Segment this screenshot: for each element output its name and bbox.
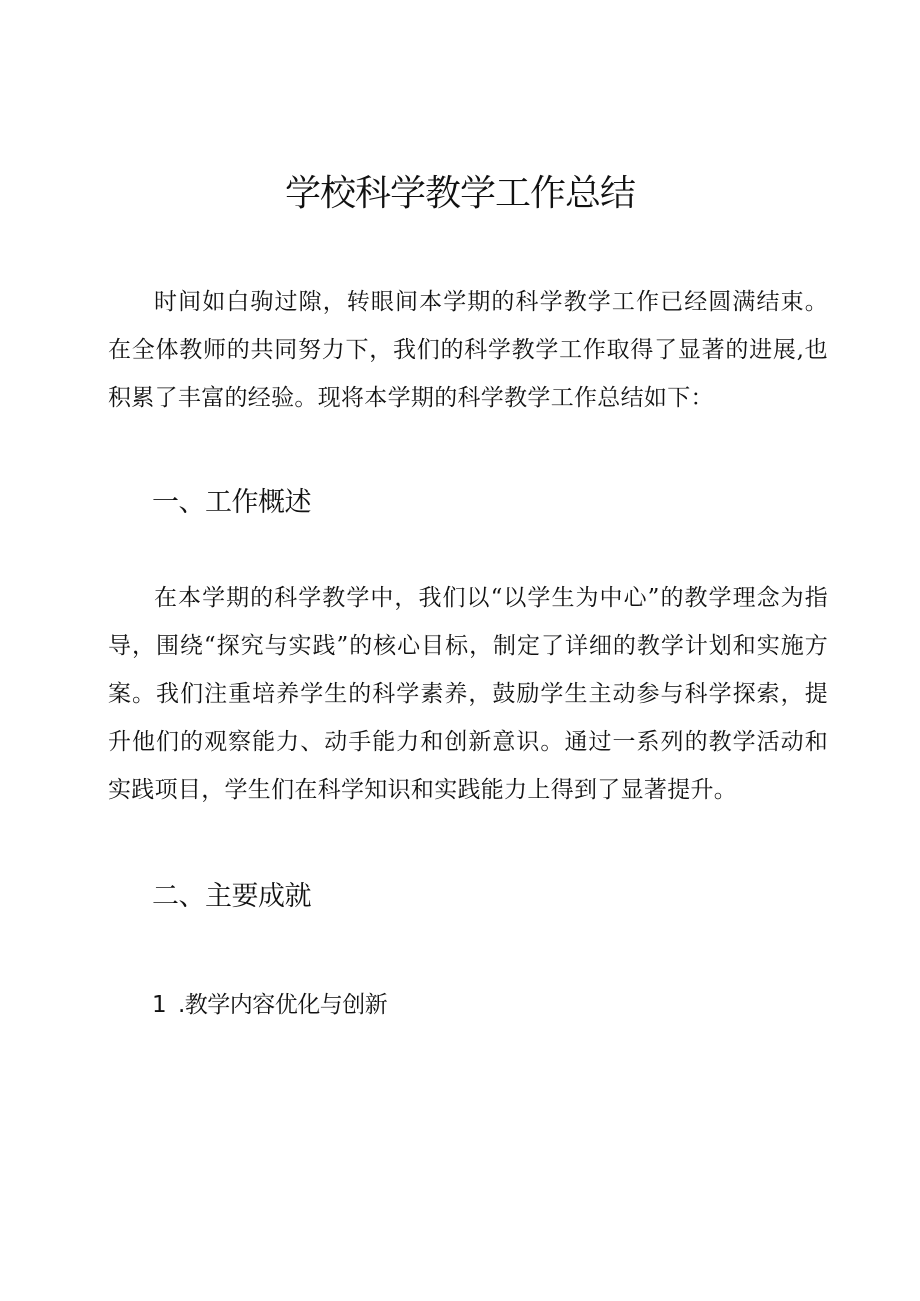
overview-paragraph: 在本学期的科学教学中，我们以“以学生为中心”的教学理念为指导，围绕“探究与实践”的核心目标，制定了详细的教学计划和实施方案。我们注重培养学生的科学素养，鼓励学生主动参与科学探索，提升他们的观察能力、动手能力和创新意识。通过一系列的教学活动和实践项目，学生们在科学知识和实践能力上得到了显著提升。: [108, 585, 828, 803]
section-heading-overview: 一、工作概述: [152, 487, 311, 518]
subsection-number: 1: [152, 992, 167, 1018]
document-title: 学校科学教学工作总结: [284, 173, 635, 214]
section-heading-achievements: 二、主要成就: [152, 881, 311, 912]
intro-paragraph: 时间如白驹过隙，转眼间本学期的科学教学工作已经圆满结束。在全体教师的共同努力下，我们的科学教学工作取得了显著的进展,也积累了丰富的经验。现将本学期的科学教学工作总结如下：: [108, 289, 828, 411]
subsection-title: .教学内容优化与创新: [178, 992, 388, 1018]
subsection-heading-teaching-content: [152, 988, 387, 1022]
